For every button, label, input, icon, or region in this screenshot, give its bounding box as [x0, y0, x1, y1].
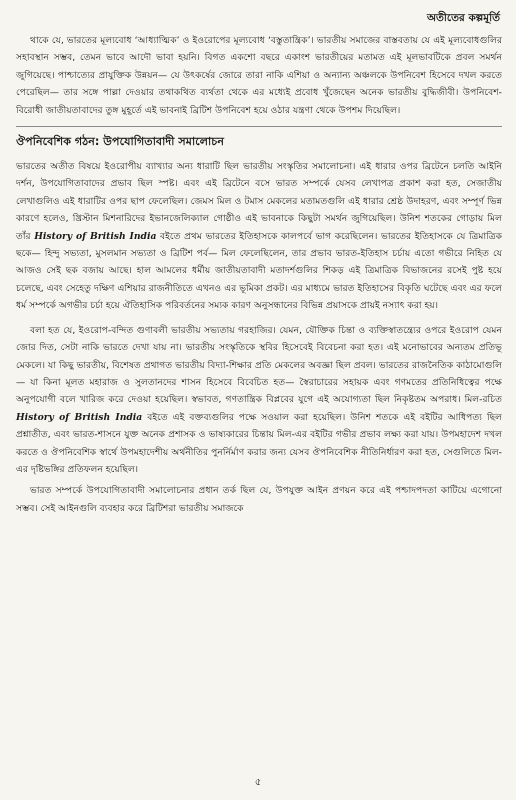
paragraph-gap [16, 315, 502, 322]
paragraph-2-text: ভারতের অতীত বিষয়ে ইওরোপীয় ব্যাখ্যার অন্য ধারাটি ছিল ভারতীয় সংস্কৃতির সমালোচনা। এই ধারার ওপর ব্রিটেনে চলতি আইনি দর্শন, উপযোগিতাবাদের প্রভাব ছিল স্পষ্ট। এবং এই ব্রিটেনে বসে ভারত সম্পর্কে যেসব লেখাপত্র প্রকাশ করা হত, সেজাতীয় লেখাগুলিও এই ধারাটির ওপর ছাপ ফেলেছিল। জেমস মিল ও টমাস মেকলের মতামতগুলি এই ধারার শ্রেষ্ঠ উদাহরণ, এবং সম্পূর্ণ ভিন্ন কারণে হলেও, খ্রিস্টান মিশনারিদের ইভানজেলিক্যাল গোষ্ঠীও এই ভাবনাকে কিছুটা সমর্থন জুগিয়েছিল। উনিশ শতকের গোড়ায় মিল তাঁর [16, 161, 502, 242]
paragraph-3-text: বলা হত যে, ইওরোপ-বন্দিত গুণাবলী ভারতীয় সভ্যতায় গরহাজির। যেমন, যৌক্তিক চিন্তা ও ব্যক্তিস্বাতন্ত্র্যের ওপরে ইওরোপ যেমন জোর দিত, সেটা নাকি ভারতে দেখা যায় না। ভারতীয় সংস্কৃতিকে স্থবির হিসেবেই বিবেচনা করা হত। এই মনোভাবের অন্যতম প্রতিভূ মেকলে। যা কিছু ভারতীয়, বিশেষত প্রথাগত ভারতীয় বিদ্যা-শিক্ষার প্রতি মেকলের অবজ্ঞা ছিল প্রবল। ভারতের রাজনৈতিক কাঠামোগুলি— যা কিনা মূলত মহারাজ ও সুলতানদের শাসন হিসেবে বিবেচিত হত— স্বৈরাচারের সহায়ক এবং গণমতের প্রতিনিধিত্বের পক্ষে অনুপযোগী বলে খারিজ করে দেওয়া হয়েছিল। স্বভাবত, গণতান্ত্রিক বিপ্লবের যুগে এই অযোগ্যতা ছিল নিকৃষ্টতম অপরাধ। মিল-রচিত [16, 324, 502, 406]
paragraph-2-text-rest: বইতে প্রথম ভারতের ইতিহাসকে কালপর্বে ভাগ করেছিলেন। ভারতের ইতিহাসকে যে ত্রিমাত্রিক ছকে— হিন্দু সভ্যতা, মুসলমান সভ্যতা ও ব্রিটিশ পর্ব— মিল ফেলেছিলেন, তার প্রভাব ভারত-ইতিহাস চর্চায় এতো গভীরে নিহিত যে আজও সেই ছক বজায় আছে। হাল আমলের ধর্মীয় জাতীয়তাবাদী মতাদর্শগুলির শিকড় এই ত্রিমাত্রিক বিভাজনের রসেই পুষ্ট হয়ে চলেছে, এবং সেহেতু দক্ষিণ এশিয়ার রাজনীতিতে এখনও এর ভূমিকা প্রকট। এর মাধ্যমে ভারত ইতিহাসের বিকৃতি ঘটেছে এবং এর ফলে ধর্ম সম্পর্কে অগভীর চর্চা হয়ে ঐতিহাসিক পরিবর্তনের সম্যক কারণ অনুসন্ধানের বিভিন্ন প্রয়াসকে প্রায়ই নস্যাৎ করা হয়। [16, 230, 502, 312]
paragraph-4: ভারত সম্পর্কে উপযোগিতাবাদী সমালোচনার প্রধান তর্ক ছিল যে, উপযুক্ত আইন প্রণয়ন করে এই পশ্চাদপদতা কাটিয়ে এগোনো সম্ভব। সেই আইনগুলি ব্যবহার করে ব্রিটিশরা ভারতীয় সমাজকে [16, 485, 502, 514]
section-heading: ঔপনিবেশিক গঠন: উপযোগিতাবাদী সমালোচন [16, 135, 225, 149]
book-title: History of British India [34, 230, 157, 242]
paragraph-3 [16, 322, 502, 479]
paragraph-3-text-rest: বইতে এই বক্তব্যগুলির পক্ষে সওয়াল করা হয়েছিল। উনিশ শতকে এই বইটির আধিপত্য ছিল প্রশ্নাতীত, এবং ভারত-শাসনে যুক্ত অনেক প্রশাসক ও ভাষ্যকারের চিন্তায় মিল-এর বইটির গভীর প্রভাব লক্ষ্য করা যায়। উপমহাদেশ দখল করতে ও ঔপনিবেশিক স্বার্থে উপমহাদেশীয় অর্থনীতির পুনর্নির্মাণ করার জন্য যেসব ঔপনিবেশিক নীতিনির্ধারণ করা হত, সেগুলিতে মিল-এর দৃষ্টিভঙ্গির প্রতিফলন হয়েছিল। [16, 411, 502, 475]
book-title: History of British India [16, 411, 143, 423]
paragraph-1: থাকে যে, ভারতের মূল্যবোধ ‘আধ্যাত্মিক’ ও ইওরোপের মূল্যবোধ ‘বস্তুতান্ত্রিক’। ভারতীয় সমাজের বাস্তবতায় যে এই মূল্যবোধগুলির সহাবস্থান সম্ভব, তেমন ভাবে আদৌ ভাবা হয়নি। বিগত একশো বছরে একাংশ ভারতীয়ের মতামত এই মূলভাবটিকে প্রবল সমর্থন জুগিয়েছে। পাশ্চাত্যের প্রাযুক্তিক উন্নয়ন— যে উৎকর্ষের জোরে তারা নাকি এশিয়া ও অন্যান্য অঞ্চলকে উপনিবেশ হিসেবে দখল করতে পেরেছিল— তার সঙ্গে পাল্লা দেওয়ার তথাকথিত ব্যর্থতা থেকে এর মধ্যেই প্রবোধ খুঁজেছেন অনেক ভারতীয় বুদ্ধিজীবী। উপনিবেশ-বিরোধী জাতীয়তাবাদের তুঙ্গ মুহূর্তে এই ভাবনাই ব্রিটিশ উপনিবেশ হয়ে ওঠার যন্ত্রণা থেকে উপশম দিয়েছিল। [16, 35, 502, 116]
paragraph-2 [16, 158, 502, 315]
running-head: অতীতের কল্পমূর্তি [426, 12, 500, 24]
section-divider [16, 126, 502, 127]
page-number: ৫ [254, 777, 262, 788]
